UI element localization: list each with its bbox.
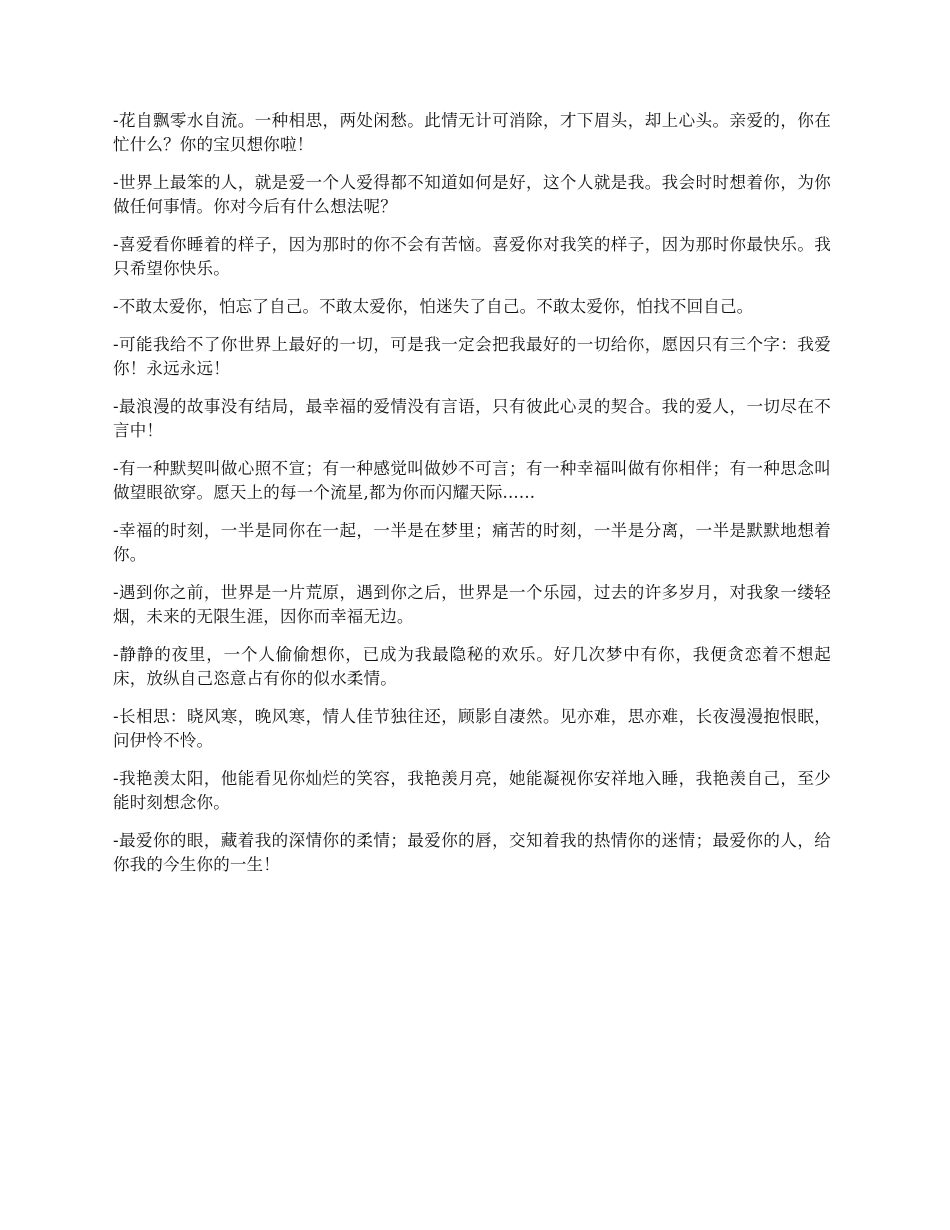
document-body: [113, 109, 831, 891]
paragraph: -不敢太爱你，怕忘了自己。不敢太爱你，怕迷失了自己。不敢太爱你，怕找不回自己。: [113, 297, 754, 316]
paragraph: -有一种默契叫做心照不宣；有一种感觉叫做妙不可言；有一种幸福叫做有你相伴；有一种思念叫做望眼欲穿。愿天上的每一个流星,都为你而闪耀天际......: [113, 459, 831, 502]
paragraph: -可能我给不了你世界上最好的一切，可是我一定会把我最好的一切给你，愿因只有三个字：我爱你！永远永远！: [113, 335, 831, 378]
paragraph: -我艳羡太阳，他能看见你灿烂的笑容，我艳羡月亮，她能凝视你安祥地入睡，我艳羡自己，至少能时刻想念你。: [113, 769, 831, 812]
paragraph: -花自飘零水自流。一种相思，两处闲愁。此情无计可消除，才下眉头，却上心头。亲爱的，你在忙什么？你的宝贝想你啦！: [113, 111, 831, 154]
paragraph: -遇到你之前，世界是一片荒原，遇到你之后，世界是一个乐园，过去的许多岁月，对我象一缕轻烟，未来的无限生涯，因你而幸福无边。: [113, 583, 831, 626]
paragraph: -最浪漫的故事没有结局，最幸福的爱情没有言语，只有彼此心灵的契合。我的爱人，一切尽在不言中！: [113, 397, 831, 440]
paragraph: -世界上最笨的人，就是爱一个人爱得都不知道如何是好，这个人就是我。我会时时想着你，为你做任何事情。你对今后有什么想法呢？: [113, 173, 831, 216]
paragraph: -喜爱看你睡着的样子，因为那时的你不会有苦恼。喜爱你对我笑的样子，因为那时你最快乐。我只希望你快乐。: [113, 235, 831, 278]
paragraph: -幸福的时刻，一半是同你在一起，一半是在梦里；痛苦的时刻，一半是分离，一半是默默地想着你。: [113, 521, 831, 564]
paragraph: -长相思：晓风寒，晚风寒，情人佳节独往还，顾影自凄然。见亦难，思亦难，长夜漫漫抱恨眠，问伊怜不怜。: [113, 707, 831, 750]
paragraph: -最爱你的眼，藏着我的深情你的柔情；最爱你的唇，交知着我的热情你的迷情；最爱你的人，给你我的今生你的一生！: [113, 831, 831, 874]
paragraph: -静静的夜里，一个人偷偷想你，已成为我最隐秘的欢乐。好几次梦中有你，我便贪恋着不想起床，放纵自己恣意占有你的似水柔情。: [113, 645, 831, 688]
